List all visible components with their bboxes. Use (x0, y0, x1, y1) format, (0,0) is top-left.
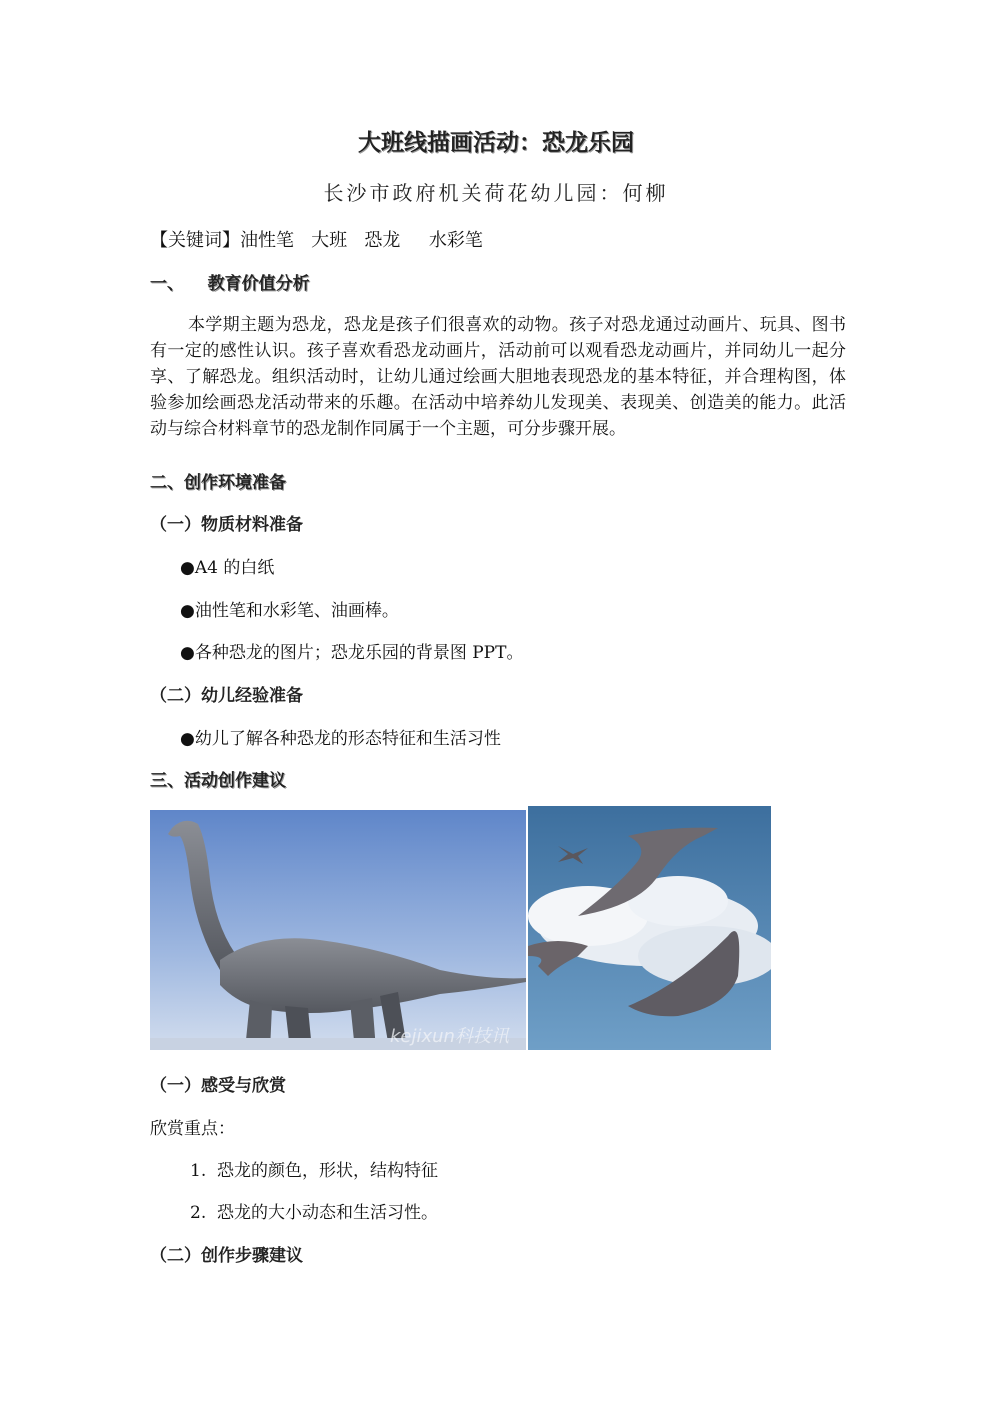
sauropod-photo (150, 810, 526, 1050)
list-item: 2. 恐龙的大小动态和生活习性。 (190, 1203, 439, 1223)
subsection-appreciation: （一）感受与欣赏 (150, 1076, 286, 1096)
subsection-steps: （二）创作步骤建议 (150, 1246, 303, 1266)
image-watermark: kejixun科技讯 (390, 1026, 509, 1047)
list-item: ●幼儿了解各种恐龙的形态特征和生活习性 (180, 729, 501, 749)
section-heading-2: 二、创作环境准备 (150, 473, 286, 493)
section-heading-3: 三、活动创作建议 (150, 771, 286, 791)
list-item: ●A4 的白纸 (180, 558, 275, 578)
focus-label: 欣赏重点： (150, 1119, 235, 1139)
pterosaur-photo (528, 806, 771, 1050)
list-item: 1. 恐龙的颜色，形状，结构特征 (190, 1161, 439, 1181)
keywords-line: 【关键词】油性笔 大班 恐龙 水彩笔 (150, 230, 483, 251)
document-subtitle: 长沙市政府机关荷花幼儿园：何柳 (323, 181, 669, 205)
section-1-paragraph: 本学期主题为恐龙，恐龙是孩子们很喜欢的动物。孩子对恐龙通过动画片、玩具、图书有一定的感性认识。孩子喜欢看恐龙动画片，活动前可以观看恐龙动画片，并同幼儿一起分享、了解恐龙。组织活动时，让幼儿通过绘画大胆地表现恐龙的基本特征，并合理构图，体验参加绘画恐龙活动带来的乐趣。在活动中培养幼儿发现美、表现美、创造美的能力。此活动与综合材料章节的恐龙制作同属于一个主题，可分步骤开展。 (150, 315, 846, 439)
subsection-materials: （一）物质材料准备 (150, 515, 303, 535)
section-heading-1: 一、 教育价值分析 (150, 274, 310, 294)
document-title: 大班线描画活动：恐龙乐园 (358, 130, 634, 156)
subsection-experience: （二）幼儿经验准备 (150, 686, 303, 706)
list-item: ●各种恐龙的图片；恐龙乐园的背景图 PPT。 (180, 643, 524, 663)
list-item: ●油性笔和水彩笔、油画棒。 (180, 601, 399, 621)
